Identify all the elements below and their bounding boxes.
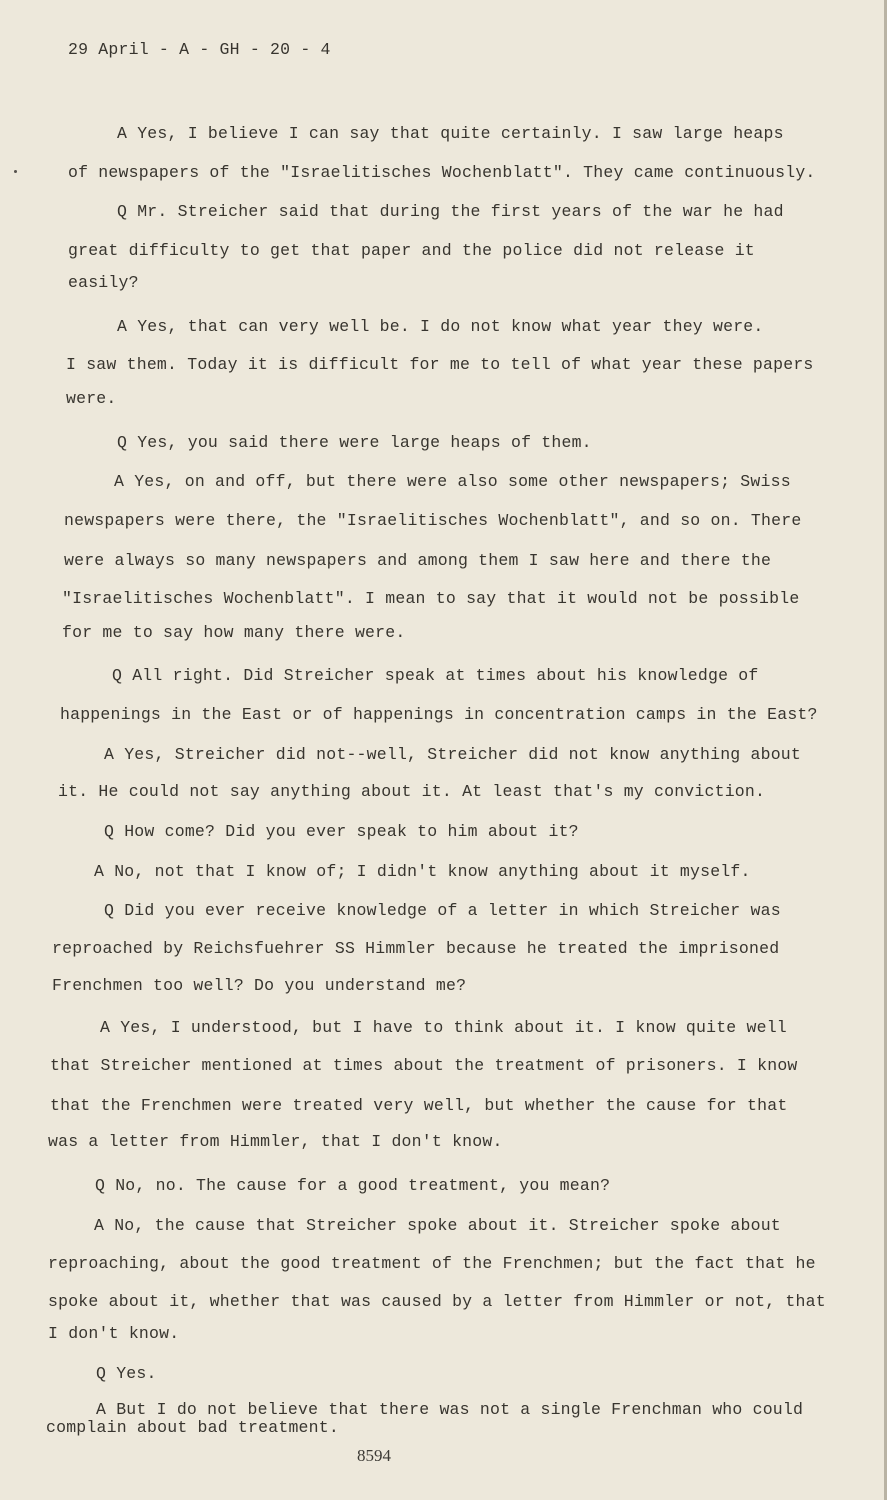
transcript-line: it. He could not say anything about it. At least that's my conviction. — [58, 782, 766, 801]
transcript-line: Q How come? Did you ever speak to him about it? — [104, 822, 579, 841]
transcript-line: A Yes, Streicher did not--well, Streicher did not know anything about — [104, 745, 802, 764]
transcript-line: A Yes, I believe I can say that quite certainly. I saw large heaps — [117, 124, 784, 143]
transcript-line: A No, not that I know of; I didn't know anything about it myself. — [94, 862, 751, 881]
transcript-line: was a letter from Himmler, that I don't know. — [48, 1132, 503, 1151]
transcript-line: reproaching, about the good treatment of the Frenchmen; but the fact that he — [48, 1254, 816, 1273]
transcript-line: Q Did you ever receive knowledge of a letter in which Streicher was — [104, 901, 781, 920]
transcript-line: that Streicher mentioned at times about the treatment of prisoners. I know — [50, 1056, 798, 1075]
margin-mark — [14, 170, 17, 173]
transcript-line: complain about bad treatment. — [46, 1418, 339, 1437]
transcript-line: were. — [66, 389, 117, 408]
transcript-line: Frenchmen too well? Do you understand me? — [52, 976, 467, 995]
transcript-line: of newspapers of the "Israelitisches Wochenblatt". They came continuously. — [68, 163, 816, 182]
transcript-line: Q Yes, you said there were large heaps of them. — [117, 433, 592, 452]
transcript-line: Q Mr. Streicher said that during the first years of the war he had — [117, 202, 784, 221]
transcript-line: A Yes, that can very well be. I do not know what year they were. — [117, 317, 764, 336]
transcript-line: Q All right. Did Streicher speak at times about his knowledge of — [112, 666, 759, 685]
transcript-line: easily? — [68, 273, 139, 292]
page-header: 29 April - A - GH - 20 - 4 — [68, 40, 331, 59]
transcript-line: happenings in the East or of happenings in concentration camps in the East? — [60, 705, 818, 724]
transcript-line: "Israelitisches Wochenblatt". I mean to say that it would not be possible — [62, 589, 800, 608]
transcript-line: Q No, no. The cause for a good treatment, you mean? — [95, 1176, 611, 1195]
transcript-line: were always so many newspapers and among them I saw here and there the — [64, 551, 772, 570]
transcript-line: A No, the cause that Streicher spoke about it. Streicher spoke about — [94, 1216, 781, 1235]
transcript-line: I saw them. Today it is difficult for me to tell of what year these papers — [66, 355, 814, 374]
transcript-line: spoke about it, whether that was caused by a letter from Himmler or not, that — [48, 1292, 826, 1311]
transcript-line: A Yes, I understood, but I have to think about it. I know quite well — [100, 1018, 787, 1037]
transcript-line: great difficulty to get that paper and the police did not release it — [68, 241, 755, 260]
transcript-line: newspapers were there, the "Israelitisches Wochenblatt", and so on. There — [64, 511, 802, 530]
transcript-line: for me to say how many there were. — [62, 623, 406, 642]
transcript-line: Q Yes. — [96, 1364, 157, 1383]
transcript-line: A Yes, on and off, but there were also some other newspapers; Swiss — [114, 472, 791, 491]
transcript-line: A But I do not believe that there was not a single Frenchman who could — [96, 1400, 804, 1419]
transcript-line: that the Frenchmen were treated very well, but whether the cause for that — [50, 1096, 788, 1115]
page-number: 8594 — [357, 1446, 391, 1465]
transcript-line: reproached by Reichsfuehrer SS Himmler because he treated the imprisoned — [52, 939, 780, 958]
transcript-line: I don't know. — [48, 1324, 180, 1343]
